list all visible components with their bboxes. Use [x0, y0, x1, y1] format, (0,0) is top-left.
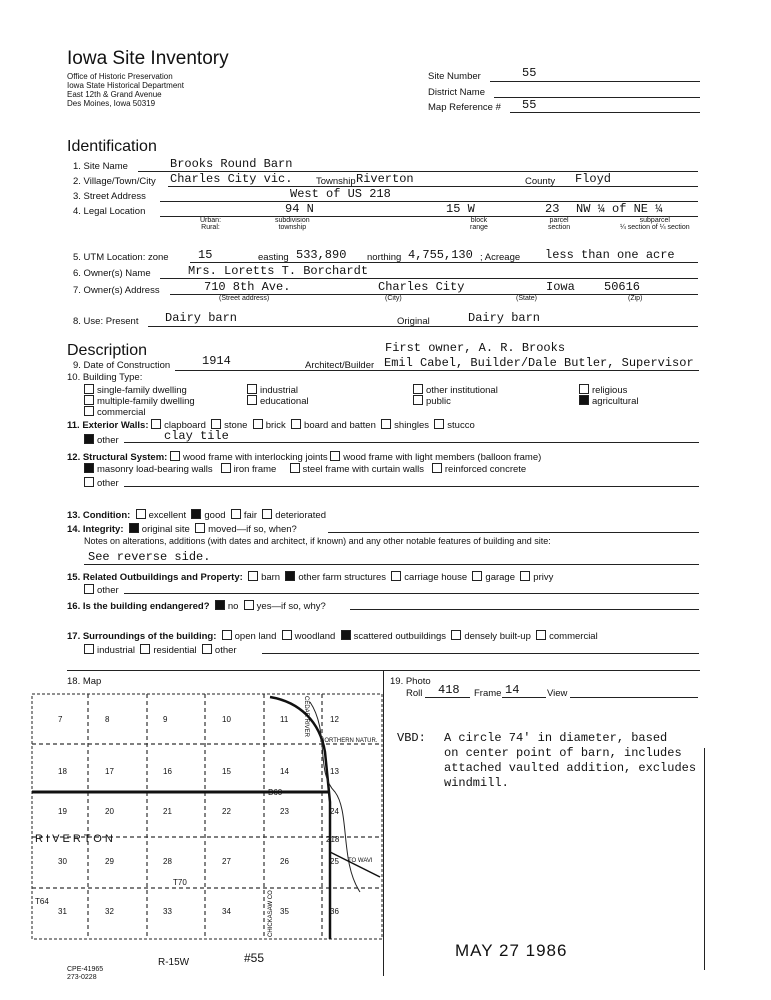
legal-section-value: 23	[545, 202, 560, 216]
use-original-value: Dairy barn	[468, 311, 541, 325]
map-reference-value: 55	[522, 98, 537, 112]
map-section-number: 36	[330, 907, 339, 916]
street-value: West of US 218	[290, 187, 391, 201]
outbuilding-garage[interactable]: garage	[472, 572, 515, 583]
date-value: 1914	[202, 354, 231, 368]
structural-wood-light[interactable]: wood frame with light members (balloon frame)	[330, 452, 541, 463]
form-code: CPE-41965 273-0228	[67, 966, 104, 981]
map-section-number: 8	[105, 715, 110, 724]
checkbox[interactable]	[84, 384, 94, 394]
photo-label: 19. Photo	[390, 676, 431, 687]
form-title: Iowa Site Inventory	[67, 48, 229, 69]
wall-stucco[interactable]: stucco	[434, 420, 474, 431]
endangered-label: 16. Is the building endangered?	[67, 601, 210, 612]
type-industrial[interactable]: industrial	[247, 384, 298, 396]
state-sublabel: (State)	[516, 295, 538, 302]
wall-other-value: clay tile	[164, 429, 229, 443]
county-label: County	[525, 176, 556, 187]
endangered-yes[interactable]: yes—if so, why?	[244, 601, 326, 612]
office-address	[67, 72, 184, 108]
location-map	[30, 692, 385, 942]
condition-deteriorated[interactable]: deteriorated	[262, 510, 326, 521]
map-reference-label: Map Reference #	[428, 102, 501, 113]
acreage-label: ; Acreage	[480, 252, 521, 263]
date-stamp: MAY 27 1986	[455, 941, 568, 960]
parcel-section-labels: parcel section	[548, 217, 571, 231]
route-t70-label: T70	[173, 878, 187, 887]
map-section-number: 32	[105, 907, 114, 916]
structural-other[interactable]: other	[84, 477, 119, 489]
site-name-value: Brooks Round Barn	[170, 157, 293, 171]
acreage-value: less than one acre	[545, 248, 675, 262]
map-section-number: 20	[105, 807, 114, 816]
identification-heading: Identification	[67, 138, 157, 155]
structural-steel[interactable]: steel frame with curtain walls	[290, 464, 424, 475]
map-section-number: 23	[280, 807, 289, 816]
condition-fair[interactable]: fair	[231, 510, 257, 521]
map-section-number: 33	[163, 907, 172, 916]
owner-city-value: Charles City	[378, 280, 465, 294]
first-owner-note: First owner, A. R. Brooks	[385, 341, 566, 355]
street-label: 3. Street Address	[73, 191, 146, 202]
surrounding-other[interactable]: other	[202, 645, 237, 656]
utm-label: 5. UTM Location: zone	[73, 252, 169, 263]
wall-clapboard[interactable]: clapboard	[151, 420, 206, 431]
block-range-labels: block range	[470, 217, 488, 231]
owner-state-value: Iowa	[546, 280, 575, 294]
street-sublabel: (Street address)	[219, 295, 270, 302]
town-label: R I V E R T O N	[35, 833, 113, 845]
outbuildings-label: 15. Related Outbuildings and Property:	[67, 572, 243, 583]
type-agricultural[interactable]: agricultural	[579, 395, 638, 407]
route-b60-label: B60	[268, 788, 283, 797]
range-label: R-15W	[158, 957, 190, 968]
condition-excellent[interactable]: excellent	[136, 510, 187, 521]
zip-sublabel: (Zip)	[628, 295, 643, 302]
checkbox[interactable]	[247, 384, 257, 394]
structural-label: 12. Structural System:	[67, 452, 168, 463]
date-label: 9. Date of Construction	[73, 360, 171, 371]
north-label: NORTHERN NATUR.	[320, 738, 378, 744]
checkbox[interactable]	[579, 384, 589, 394]
subparcel-labels: subparcel ¼ section of ¼ section	[620, 217, 690, 231]
map-section-number: 7	[58, 715, 63, 724]
office-line: Office of Historic Preservation	[67, 72, 173, 81]
surroundings-row	[67, 630, 598, 642]
wall-other[interactable]: other	[84, 434, 119, 446]
architect-label: Architect/Builder	[305, 360, 375, 371]
village-label: 2. Village/Town/City	[73, 176, 156, 187]
route-t64-label: T64	[35, 897, 49, 906]
site-number-value: 55	[522, 66, 537, 80]
integrity-moved[interactable]: moved—if so, when?	[195, 524, 297, 535]
condition-label: 13. Condition:	[67, 510, 131, 521]
map-section-number: 13	[330, 767, 339, 776]
structural-row-2	[84, 463, 526, 475]
office-line: Des Moines, Iowa 50319	[67, 99, 156, 108]
type-educational[interactable]: educational	[247, 395, 309, 407]
type-single-family[interactable]: single-family dwelling	[84, 384, 187, 396]
integrity-label: 14. Integrity:	[67, 524, 124, 535]
urban-rural-labels: Urban: Rural:	[200, 217, 222, 231]
northing-label: northing	[367, 252, 402, 263]
owner-street-value: 710 8th Ave.	[204, 280, 291, 294]
map-section-number: 16	[163, 767, 172, 776]
city-sublabel: (City)	[385, 295, 402, 302]
notes-value: See reverse side.	[88, 550, 211, 564]
condition-row	[67, 509, 326, 521]
checkbox[interactable]	[84, 406, 94, 416]
wall-board-batten[interactable]: board and batten	[291, 420, 376, 431]
map-label: 18. Map	[67, 676, 102, 687]
northing-value: 4,755,130	[408, 248, 473, 262]
village-value: Charles City vic.	[170, 172, 293, 186]
township-value: Riverton	[356, 172, 414, 186]
surrounding-industrial[interactable]: industrial	[84, 645, 135, 656]
integrity-row	[67, 523, 297, 535]
map-section-number: 31	[58, 907, 67, 916]
surrounding-residential[interactable]: residential	[140, 645, 196, 656]
route-218-label: 218	[326, 835, 340, 844]
site-mark: #55	[244, 951, 265, 965]
checkbox[interactable]	[413, 395, 423, 405]
map-section-number: 28	[163, 857, 172, 866]
structural-concrete[interactable]: reinforced concrete	[432, 464, 526, 475]
map-section-number: 18	[58, 767, 67, 776]
view-label: View	[547, 688, 568, 699]
surrounding-commercial[interactable]: commercial	[536, 631, 598, 642]
county-road-label: CHICKASAW CO	[268, 890, 274, 937]
endangered-no[interactable]: no	[215, 601, 239, 612]
wall-shingles[interactable]: shingles	[381, 420, 429, 431]
map-section-number: 27	[222, 857, 231, 866]
site-number-label: Site Number	[428, 71, 481, 82]
district-name-label: District Name	[428, 87, 486, 98]
map-section-number: 22	[222, 807, 231, 816]
river-label: CEDAR RIVER	[303, 696, 309, 738]
type-other-institutional[interactable]: other institutional	[413, 384, 498, 396]
outbuilding-barn[interactable]: barn	[248, 572, 280, 583]
notes-label: Notes on alterations, additions (with dates and architect, if known) and any other notable features of building and site:	[84, 536, 551, 546]
outbuilding-other[interactable]: other	[84, 584, 119, 596]
county-value: Floyd	[575, 172, 612, 186]
map-section-number: 30	[58, 857, 67, 866]
map-section-number: 10	[222, 715, 231, 724]
outbuilding-privy[interactable]: privy	[520, 572, 553, 583]
checkbox[interactable]	[84, 395, 94, 405]
surrounding-densely[interactable]: densely built-up	[451, 631, 531, 642]
building-type-label: 10. Building Type:	[67, 372, 143, 383]
wall-stone[interactable]: stone	[211, 420, 247, 431]
condition-good[interactable]: good	[191, 510, 225, 521]
checkbox-checked	[84, 434, 94, 444]
checkbox[interactable]	[247, 395, 257, 405]
owner-name-value: Mrs. Loretts T. Borchardt	[188, 264, 369, 278]
outbuilding-other-farm[interactable]: other farm structures	[285, 572, 386, 583]
structural-iron[interactable]: iron frame	[221, 464, 277, 475]
roll-value: 418	[438, 683, 460, 697]
surrounding-open-land[interactable]: open land	[222, 631, 277, 642]
legal-label: 4. Legal Location	[73, 206, 146, 217]
structural-row-1	[67, 451, 541, 463]
photo-note-prefix: VBD:	[397, 731, 426, 745]
owner-zip-value: 50616	[604, 280, 641, 294]
map-section-number: 34	[222, 907, 231, 916]
frame-value: 14	[505, 683, 520, 697]
surroundings-label: 17. Surroundings of the building:	[67, 631, 217, 642]
map-section-number: 14	[280, 767, 289, 776]
easting-label: easting	[258, 252, 289, 263]
map-section-number: 25	[330, 857, 339, 866]
map-section-number: 35	[280, 907, 289, 916]
roll-label: Roll	[406, 688, 423, 699]
legal-section-part-value: NW ¼ of NE ¼	[576, 202, 663, 216]
site-name-label: 1. Site Name	[73, 161, 128, 172]
outbuildings-row	[67, 571, 553, 583]
legal-range-value: 15 W	[446, 202, 475, 216]
owner-name-label: 6. Owner(s) Name	[73, 268, 151, 279]
integrity-original[interactable]: original site	[129, 524, 190, 535]
map-section-number: 21	[163, 807, 172, 816]
map-section-number: 17	[105, 767, 114, 776]
use-label: 8. Use: Present	[73, 316, 139, 327]
surroundings-row-2	[84, 644, 237, 656]
type-public[interactable]: public	[413, 395, 451, 407]
outbuilding-carriage[interactable]: carriage house	[391, 572, 467, 583]
easting-value: 533,890	[296, 248, 347, 262]
map-section-number: 9	[163, 715, 168, 724]
endangered-row	[67, 600, 326, 612]
office-line: East 12th & Grand Avenue	[67, 90, 162, 99]
legal-township-value: 94 N	[285, 202, 314, 216]
photo-note: A circle 74' in diameter, based on center point of barn, includes attached vaulted addition, excludes windmill.	[444, 731, 697, 790]
to-label: TO WAVI	[348, 858, 373, 864]
owner-address-label: 7. Owner(s) Address	[73, 285, 160, 296]
original-label: Original	[397, 316, 430, 327]
checkbox-checked[interactable]	[579, 395, 589, 405]
map-section-number: 26	[280, 857, 289, 866]
structural-masonry[interactable]: masonry load-bearing walls	[84, 464, 213, 475]
structural-wood-interlocking[interactable]: wood frame with interlocking joints	[170, 452, 328, 463]
utm-zone-value: 15	[198, 248, 213, 262]
description-heading: Description	[67, 342, 148, 359]
type-commercial[interactable]: commercial	[84, 406, 146, 418]
checkbox[interactable]	[413, 384, 423, 394]
exterior-walls-row	[67, 419, 475, 431]
surrounding-scattered[interactable]: scattered outbuildings	[341, 631, 446, 642]
architect-value: Emil Cabel, Builder/Dale Butler, Supervisor	[384, 356, 694, 370]
type-religious[interactable]: religious	[579, 384, 627, 396]
map-section-number: 11	[280, 715, 289, 724]
map-section-number: 12	[330, 715, 339, 724]
map-section-number: 15	[222, 767, 231, 776]
exterior-walls-label: 11. Exterior Walls:	[67, 420, 149, 431]
use-present-value: Dairy barn	[165, 311, 238, 325]
township-label: Township	[316, 176, 356, 187]
subdivision-township-labels: subdivision township	[275, 217, 310, 231]
type-multiple-family[interactable]: multiple-family dwelling	[84, 395, 195, 407]
frame-label: Frame	[474, 688, 502, 699]
map-section-number: 24	[330, 807, 339, 816]
wall-brick[interactable]: brick	[253, 420, 286, 431]
surrounding-woodland[interactable]: woodland	[282, 631, 336, 642]
office-line: Iowa State Historical Department	[67, 81, 184, 90]
map-section-number: 19	[58, 807, 67, 816]
map-section-number: 29	[105, 857, 114, 866]
